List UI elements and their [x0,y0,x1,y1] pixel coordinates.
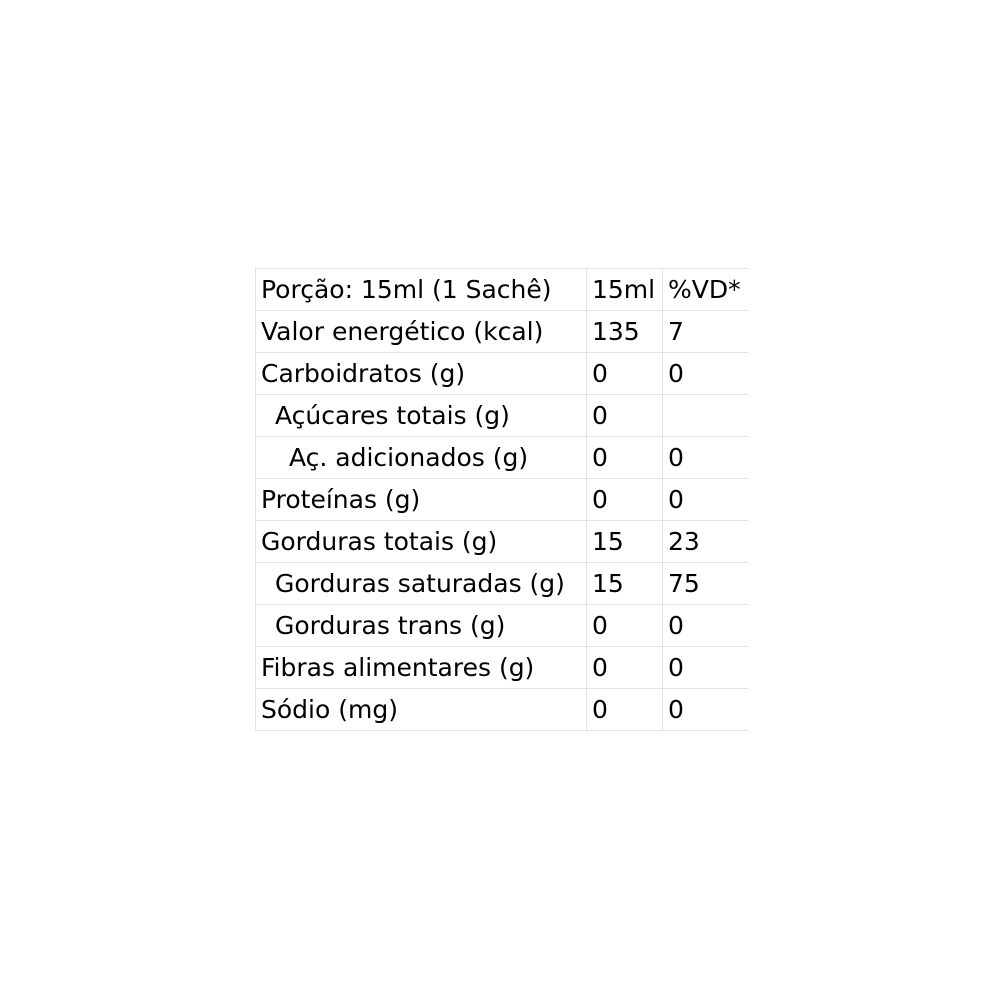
table-row [256,437,748,479]
table-header-row [256,269,748,311]
nutrient-name: Carboidratos (g) [256,353,587,395]
nutrient-name: Sódio (mg) [256,689,587,731]
nutrient-amount: 0 [587,437,663,479]
nutrient-name: Fibras alimentares (g) [256,647,587,689]
nutrient-daily-value: 0 [663,353,748,395]
nutrient-name: Aç. adicionados (g) [256,437,587,479]
nutrient-amount: 15 [587,563,663,605]
table-row [256,647,748,689]
nutrient-name: Gorduras totais (g) [256,521,587,563]
table-row [256,311,748,353]
nutrient-daily-value: 23 [663,521,748,563]
nutrient-daily-value: 0 [663,605,748,647]
nutrient-daily-value: 0 [663,479,748,521]
nutrient-amount: 0 [587,395,663,437]
table-row [256,353,748,395]
nutrient-amount: 135 [587,311,663,353]
amount-header: 15ml [587,269,663,311]
nutrient-daily-value: 0 [663,647,748,689]
nutrient-name: Valor energético (kcal) [256,311,587,353]
nutrient-name: Gorduras trans (g) [256,605,587,647]
nutrient-name: Proteínas (g) [256,479,587,521]
table-row [256,521,748,563]
table-row [256,395,748,437]
nutrient-amount: 15 [587,521,663,563]
table-row [256,689,748,731]
nutrient-name: Açúcares totais (g) [256,395,587,437]
nutrient-amount: 0 [587,647,663,689]
nutrition-facts-table [255,268,748,731]
table-row [256,479,748,521]
table-row [256,563,748,605]
nutrient-daily-value: 7 [663,311,748,353]
nutrient-daily-value [663,395,748,437]
nutrient-daily-value: 0 [663,689,748,731]
nutrient-daily-value: 75 [663,563,748,605]
nutrient-amount: 0 [587,353,663,395]
nutrient-name: Gorduras saturadas (g) [256,563,587,605]
portion-label: Porção: 15ml (1 Sachê) [256,269,587,311]
table-row [256,605,748,647]
nutrient-daily-value: 0 [663,437,748,479]
nutrient-amount: 0 [587,605,663,647]
nutrient-amount: 0 [587,479,663,521]
daily-value-header: %VD* [663,269,748,311]
nutrient-amount: 0 [587,689,663,731]
